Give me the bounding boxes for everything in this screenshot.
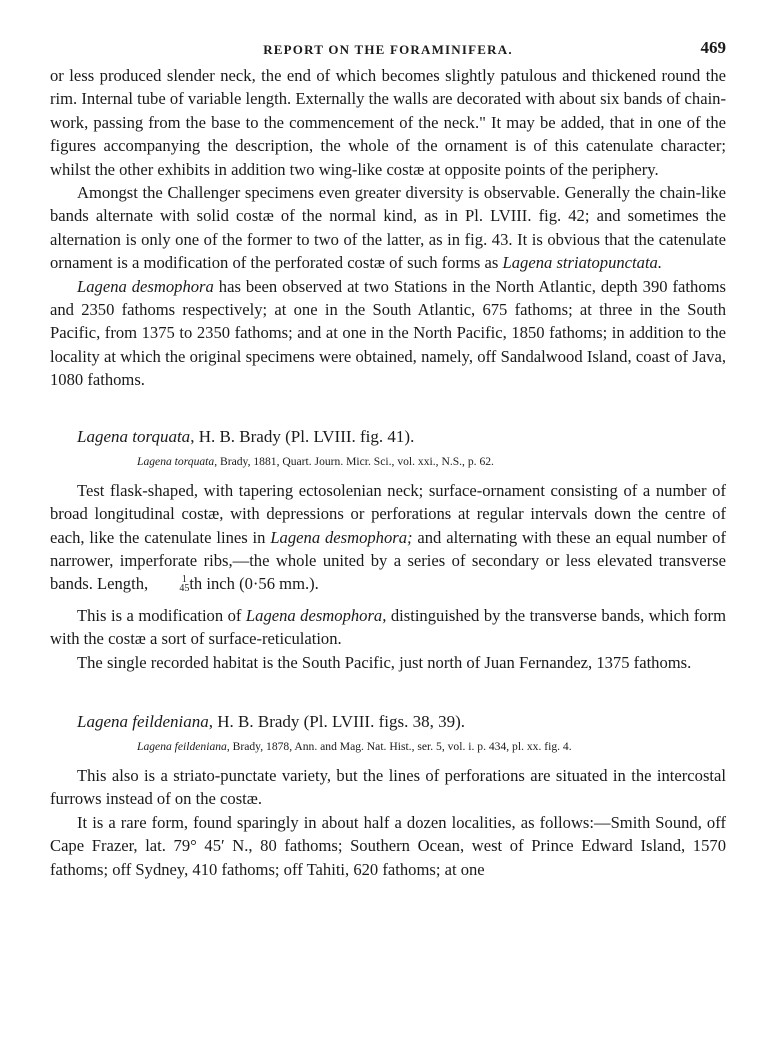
paragraph-text: distinguished by the transverse bands, which form with the costæ a sort of surface-reticulation.	[50, 605, 726, 649]
paragraph-continuation: or less produced slender neck, the end of which becomes slightly patulous and thickened round the rim. Internal tube of variable length. Externally the walls are decorated with about six bands of chain-work, passing from the base to the commencement of the neck." It may be added, that in one of the figures accompanying the description, the whole of the ornament is of this catenulate character; whilst the other exhibits in addition two wing-like costæ at opposite points of the periphery.	[50, 66, 726, 179]
paragraph-text: Test flask-shaped, with tapering ectosolenian neck; surface-ornament consisting of a number of broad longitudinal costæ, with depressions or perforations at regular intervals down the centre of each, like the catenulate lines in	[50, 480, 726, 547]
species-name-italic: Lagena striatopunctata.	[502, 253, 663, 273]
species-name-italic: Lagena desmophora;	[270, 527, 413, 547]
page-header	[50, 38, 726, 64]
fraction-numerator: 1	[181, 574, 187, 586]
species-author: , H. B. Brady (Pl. LVIII. fig. 41).	[190, 426, 415, 446]
paragraph-modification	[50, 604, 726, 651]
paragraph-text: and alternating with these an equal number of narrower, imperforate ribs,—the whole united by a series of secondary or less elevated transverse bands. Length,	[50, 527, 726, 594]
species-name-italic: Lagena desmophora	[77, 276, 214, 296]
paragraph-text: Amongst the Challenger specimens even greater diversity is observable. Generally the chain-like bands alternate with solid costæ of the normal kind, as in Pl. LVIII. fig. 42; and sometimes the alternation is only one of the former to two of the latter, as in fig. 43. It is obvious that the catenulate ornament is a modification of the perforated costæ of such forms as	[50, 183, 726, 273]
page	[50, 38, 726, 881]
citation-torquata	[50, 453, 726, 471]
species-name-italic: Lagena desmophora,	[245, 605, 387, 625]
page-number: 469	[700, 38, 726, 57]
section-heading-feildeniana	[50, 710, 726, 734]
paragraph-challenger-specimens	[50, 181, 726, 275]
citation-feildeniana	[50, 738, 726, 756]
paragraph-description-torquata	[50, 479, 726, 596]
species-author: , H. B. Brady (Pl. LVIII. figs. 38, 39).	[208, 711, 465, 731]
citation-species: Lagena feildeniana	[137, 739, 227, 753]
paragraph-distribution	[50, 275, 726, 392]
paragraph-text: This is a modification of	[77, 605, 246, 625]
paragraph-text: has been observed at two Stations in the North Atlantic, depth 390 fathoms and 2350 fathoms respectively; at one in the South Atlantic, 675 fathoms; at three in the South Pacific, from 1375 to 2350 fathoms; and at one in the North Pacific, 1850 fathoms; in addition to the locality at which the original specimens were obtained, namely, off Sandalwood Island, coast of Java, 1080 fathoms.	[50, 276, 726, 390]
species-name: Lagena feildeniana	[77, 711, 209, 731]
running-title: REPORT ON THE FORAMINIFERA.	[263, 42, 513, 57]
paragraph-variety: This also is a striato-punctate variety, but the lines of perforations are situated in the intercostal furrows instead of on the costæ.	[50, 765, 726, 809]
section-heading-torquata	[50, 425, 726, 449]
fraction-denominator: 45	[179, 583, 190, 595]
citation-species: Lagena torquata	[137, 454, 215, 468]
paragraph-localities: It is a rare form, found sparingly in about half a dozen localities, as follows:—Smith Sound, off Cape Frazer, lat. 79° 45′ N., 80 fathoms; Southern Ocean, west of Prince Edward Island, 1570 fathoms; off Sydney, 410 fathoms; off Tahiti, 620 fathoms; at one	[50, 812, 726, 879]
citation-reference: , Brady, 1878, Ann. and Mag. Nat. Hist., ser. 5, vol. i. p. 434, pl. xx. fig. 4.	[226, 739, 572, 753]
paragraph-text: th inch (0·56 mm.).	[189, 574, 319, 594]
fraction	[152, 575, 189, 593]
citation-reference: , Brady, 1881, Quart. Journ. Micr. Sci., vol. xxi., N.S., p. 62.	[214, 454, 494, 468]
species-name: Lagena torquata	[77, 426, 191, 446]
paragraph-habitat: The single recorded habitat is the South Pacific, just north of Juan Fernandez, 1375 fathoms.	[77, 652, 692, 672]
